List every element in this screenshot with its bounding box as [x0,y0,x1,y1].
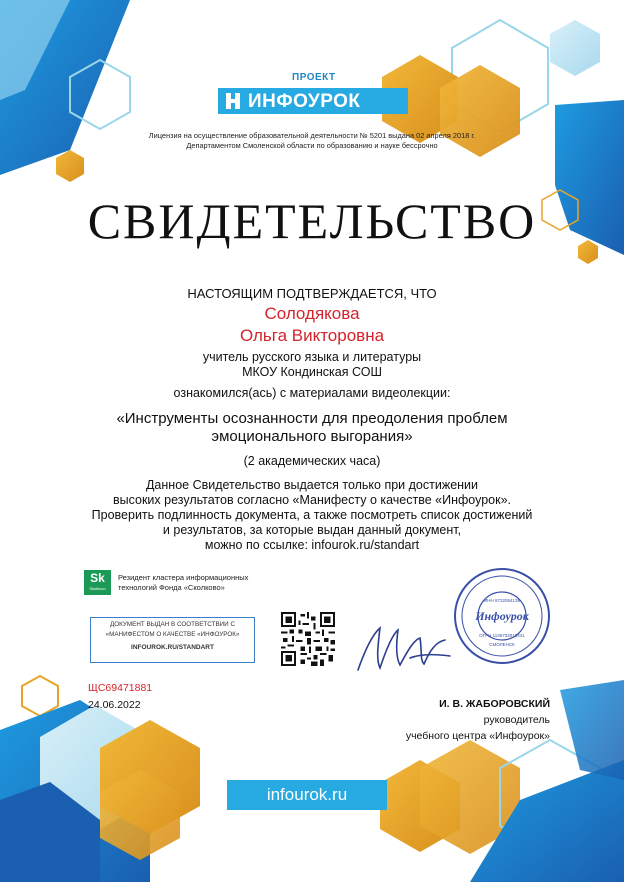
course-title-line: эмоционального выгорания» [211,428,413,445]
manifest-box [90,617,255,663]
infourok-logo [218,88,408,114]
recipient-position: учитель русского языка и литературы [202,350,422,364]
qr-code[interactable] [281,612,335,666]
logo-text: ИНФОУРОК [248,91,361,112]
signer-role [360,712,550,744]
manifest-line: ДОКУМЕНТ ВЫДАН В СООТВЕТСТВИИ С [109,621,235,628]
notice-line: Данное Свидетельство выдается только при достижении [145,478,479,492]
stamp-ogrn: ОГРН 1136733018441 [479,633,525,638]
stamp-center-text: Инфоурок [475,609,529,623]
recipient-given-names: Ольга Викторовна [239,326,385,345]
confirm-text: НАСТОЯЩИМ ПОДТВЕРЖДАЕТСЯ, ЧТО [187,286,437,301]
logo-mark-icon [226,93,240,109]
skolkovo-text [118,573,248,593]
signer-name: И. В. ЖАБОРОВСКИЙ [439,698,550,710]
signature [350,610,460,680]
project-label: ПРОЕКТ [292,72,336,83]
recipient-details [0,350,624,380]
certificate-title: СВИДЕТЕЛЬСТВО [87,193,537,249]
course-title-line: «Инструменты осознанности для преодоления проблем [116,410,508,427]
issue-date: 24.06.2022 [88,699,141,711]
course-hours: (2 академических часа) [243,454,381,468]
skolkovo-badge-sub: Skolkovo [89,586,106,591]
company-stamp [452,566,552,666]
course-title [0,410,624,446]
acquainted-text: ознакомился(ась) с материалами видеолекции: [173,386,451,400]
notice-line: Проверить подлинность документа, а также посмотреть список достижений [91,508,533,522]
notice-line: высоких результатов согласно «Манифесту о качестве «Инфоурок». [113,493,511,507]
serial-number: ЩС69471881 [88,682,153,694]
notice-line: можно по ссылке: infourok.ru/standart [204,538,420,552]
stamp-inn: ИНН 6732064138 [483,598,521,603]
recipient-school: МКОУ Кондинская СОШ [242,365,382,379]
manifest-link: INFOUROK.RU/STANDART [131,644,214,651]
signer-role-line: учебного центра «Инфоурок» [405,730,550,742]
skolkovo-badge: Sk [90,571,105,585]
license-line: Департаментом Смоленской области по образованию и науке бессрочно [186,141,438,150]
signer-role-line: руководитель [483,714,550,726]
skolkovo-line: технологий Фонда «Сколково» [118,583,225,592]
license-text [0,131,624,151]
manifest-line: «МАНИФЕСТОМ О КАЧЕСТВЕ «ИНФОУРОК» [105,631,240,638]
recipient-surname: Солодякова [264,304,360,323]
recipient-name [0,303,624,347]
skolkovo-line: Резидент кластера информационных [118,573,249,582]
license-line: Лицензия на осуществление образовательной деятельности № 5201 выдана 02 апреля 2018 г. [148,131,476,140]
site-link[interactable]: infourok.ru [227,780,387,810]
notice-text [0,478,624,553]
notice-line: и результатов, за которые выдан данный документ, [162,523,462,537]
skolkovo-logo [84,570,111,595]
stamp-city: СМОЛЕНСК [489,642,515,647]
